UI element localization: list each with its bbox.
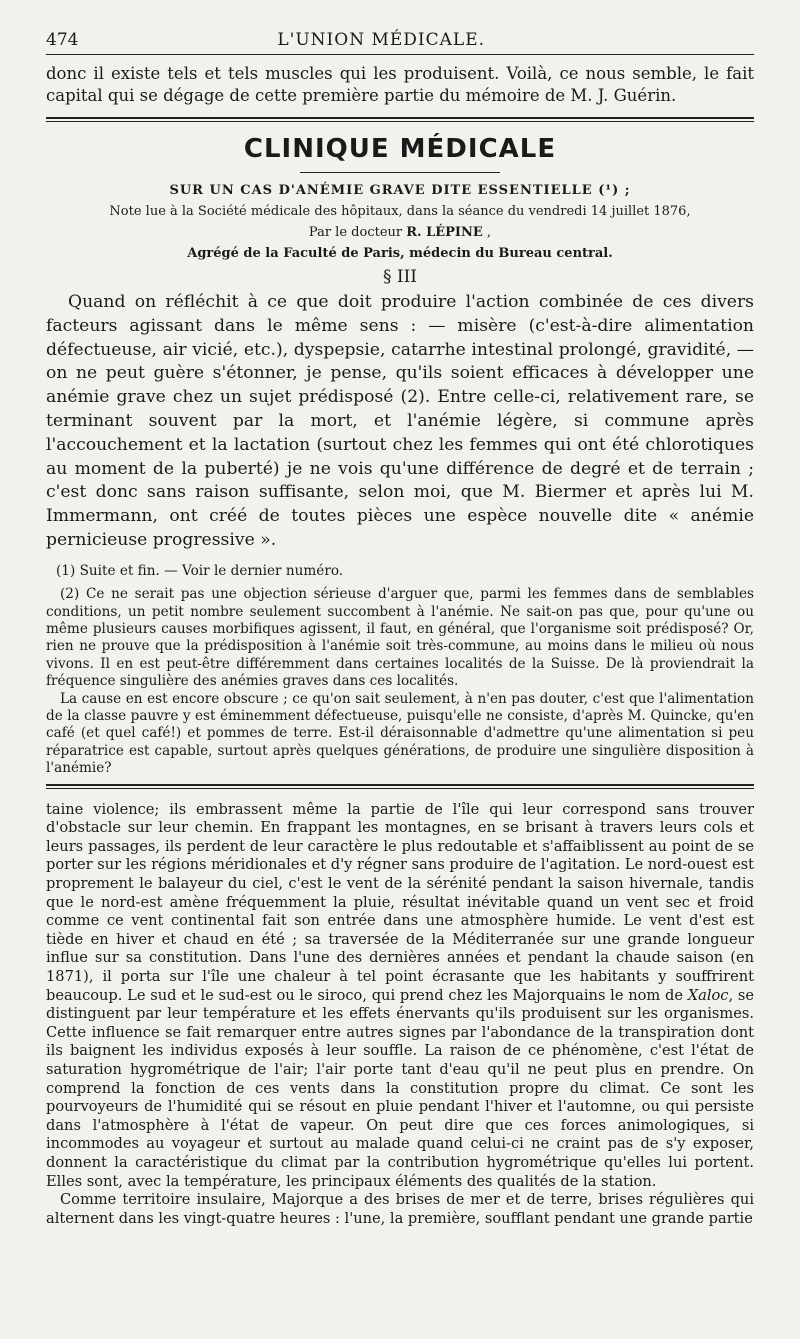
author-suffix: , bbox=[482, 225, 492, 240]
section-mark: § III bbox=[382, 267, 418, 287]
footnote-2a: (2) Ce ne serait pas une objection sérieuse d'arguer que, parmi les femmes dans de semblables conditions, un petit nombre seulement succombent à l'anémie. Ne sait-on pas que, pour qu'une ou même plusieurs causes morbifiques agissent, il faut, en général, que l'organisme soit prédisposé? Or, rien ne prouve que la prédisposition à l'anémie soit très-commune, au moins dans le milieu où nous vivons. Il en est peut-être différemment dans certaines localités de la Suisse. De là proviendrait la fréquence singulière des anémies graves dans ces localités. bbox=[46, 586, 754, 690]
continuation-paragraph-1: taine violence; ils embrassent même la partie de l'île qui leur correspond sans trouver d'obstacle sur leur chemin. En frappant les montagnes, en se brisant à travers leurs cols et leurs passages, ils perdent de leur caractère le plus redoutable et s'affaiblissent au point de se porter sur les régions méridionales et d'y régner sans produire de l'agitation. Le nord-ouest est proprement le balayeur du ciel, c'est le vent de la sérénité pendant la saison hivernale, tandis que le nord-est amène fréquemment la pluie, résultat inévitable quand un vent sec et froid comme ce vent continental fait son entrée dans une atmosphère humide. Le vent d'est est tiède en hiver et chaud en été ; sa traversée de la Méditerranée sur une grande longueur influe sur sa constitution. Dans l'une des dernières années et pendant la chaude saison (en 1871), il porta sur l'île une chaleur à tel point écrasante que les habitants y souffrirent beaucoup. Le sud et le sud-est ou le siroco, qui prend chez les Majorquains le nom de Xaloc, se distinguent par leur température et les effets énervants qu'ils produisent sur les organismes. Cette influence se fait remarquer entre autres signes par l'abondance de la transpiration dont ils baignent les individus exposés à leur souffle. La raison de ce phénomène, c'est l'état de saturation hygrométrique de l'air; l'air porte tant d'eau qu'il ne peut plus en prendre. On comprend la fonction de ces vents dans la constitution propre du climat. Ce sont les pourvoyeurs de l'humidité qui se résout en pluie pendant l'hiver et l'automne, ou qui persiste dans l'atmosphère à l'état de vapeur. On peut dire que ces forces animologiques, si incommodes au voyageur et surtout au malade quand celui-ci ne craint pas de s'y exposer, donnent la caractéristique du climat par la contribution hygrométrique qu'elles lui portent. Elles sont, avec la température, les principaux éléments des qualités de la station. bbox=[46, 800, 754, 1190]
xaloc-term: Xaloc bbox=[687, 986, 729, 1004]
footnote-2b: La cause en est encore obscure ; ce qu'on sait seulement, à n'en pas douter, c'est que l'alimentation de la classe pauvre y est éminemment défectueuse, puisqu'elle ne consiste, d'après M. Quincke, qu'en café (et quel café!) et pommes de terre. Est-il déraisonnable d'admettre qu'une alimentation si peu réparatrice est capable, surtout après quelques générations, de produire une singulière disposition à l'anémie? bbox=[46, 690, 754, 777]
running-head bbox=[46, 30, 754, 54]
author-name: R. LÉPINE bbox=[406, 225, 483, 240]
author-line bbox=[46, 225, 754, 240]
note-line: Note lue à la Société médicale des hôpitaux, dans la séance du vendredi 14 juillet 1876, bbox=[109, 204, 691, 219]
intro-text: donc il existe tels et tels muscles qui les produisent. Voilà, ce nous semble, le fait capital qui se dégage de cette première partie du mémoire de M. J. Guérin. bbox=[46, 64, 754, 105]
author-prefix: Par le docteur bbox=[308, 225, 407, 240]
section-title: CLINIQUE MÉDICALE bbox=[243, 134, 557, 164]
page bbox=[46, 30, 754, 1228]
affiliation: Agrégé de la Faculté de Paris, médecin du Bureau central. bbox=[187, 246, 613, 261]
bottom-divider bbox=[46, 784, 754, 789]
footnote-1: (1) Suite et fin. — Voir le dernier numéro. bbox=[56, 562, 344, 579]
header-rule bbox=[46, 54, 754, 55]
article-subtitle: SUR UN CAS D'ANÉMIE GRAVE DITE ESSENTIELLE (¹) ; bbox=[169, 183, 631, 198]
main-paragraph: Quand on réfléchit à ce que doit produire l'action combinée de ces divers facteurs agissant dans le même sens : — misère (c'est-à-dire alimentation défectueuse, air vicié, etc.), dyspepsie, catarrhe intestinal prolongé, gravidité, — on ne peut guère s'étonner, je pense, qu'ils soient efficaces à développer une anémie grave chez un sujet prédisposé (2). Entre celle-ci, relativement rare, se terminant souvent par la mort, et l'anémie légère, si commune après l'accouchement et la lactation (surtout chez les femmes qui ont été chlorotiques au moment de la puberté) je ne vois qu'une différence de degré et de terrain ; c'est donc sans raison suffisante, selon moi, que M. Biermer et après lui M. Immermann, ont créé de toutes pièces une espèce nouvelle dite « anémie pernicieuse progressive ». bbox=[46, 292, 754, 550]
journal-title: L'UNION MÉDICALE. bbox=[277, 30, 486, 50]
continuation-paragraph-2: Comme territoire insulaire, Majorque a des brises de mer et de terre, brises régulières qui alternent dans les vingt-quatre heures : l'une, la première, soufflant pendant une grande partie bbox=[46, 1191, 754, 1227]
page-number: 474 bbox=[46, 30, 79, 50]
section-divider bbox=[46, 117, 754, 122]
title-underline bbox=[300, 172, 500, 173]
